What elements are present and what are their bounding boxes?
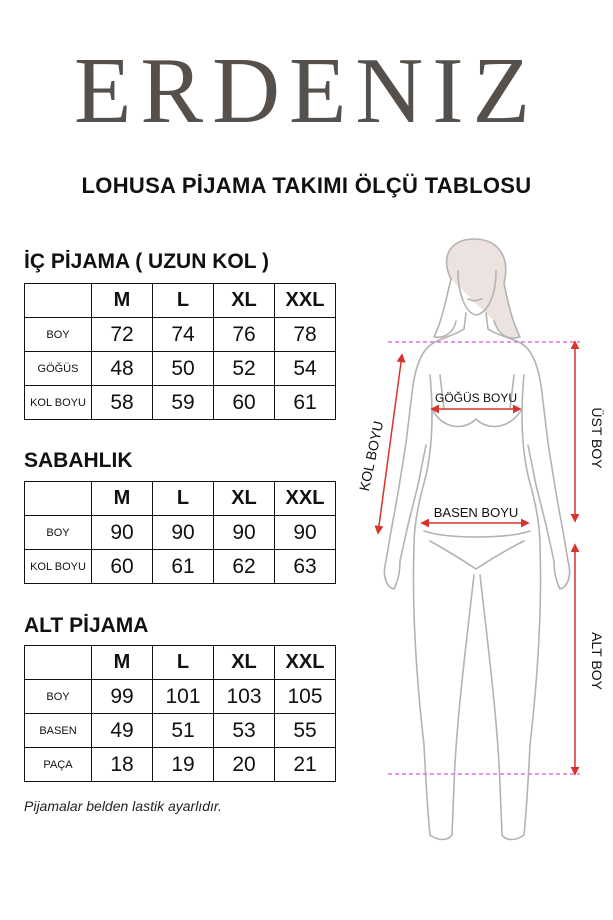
corner-cell (25, 284, 92, 318)
table-cell: 62 (214, 550, 275, 584)
table-cell: 52 (214, 352, 275, 386)
table-cell: 90 (153, 516, 214, 550)
table-row (25, 748, 336, 782)
table-cell: 99 (92, 680, 153, 714)
table-cell: 59 (153, 386, 214, 420)
measurement-arrows (378, 342, 575, 774)
table-cell: 101 (153, 680, 214, 714)
basen-boyu-label: BASEN BOYU (433, 505, 519, 520)
kol-boyu-label: KOL BOYU (355, 419, 387, 493)
table-cell: 55 (275, 714, 336, 748)
table-header-row (25, 646, 336, 680)
table-cell: 78 (275, 318, 336, 352)
row-label: BASEN (25, 714, 92, 748)
size-header: M (92, 646, 153, 680)
section-title-ic-pijama: İÇ PİJAMA ( UZUN KOL ) (24, 250, 269, 273)
page-title: LOHUSA PİJAMA TAKIMI ÖLÇÜ TABLOSU (81, 173, 532, 198)
table-cell: 54 (275, 352, 336, 386)
brand-logo: ERDENIZ (73, 39, 540, 143)
table-row (25, 318, 336, 352)
table-cell: 18 (92, 748, 153, 782)
table-row (25, 352, 336, 386)
table-cell: 90 (275, 516, 336, 550)
row-label: BOY (25, 516, 92, 550)
footnote: Pijamalar belden lastik ayarlıdır. (24, 798, 222, 814)
table-row (25, 516, 336, 550)
size-table-sabahlik (24, 481, 336, 584)
gogus-boyu-label: GÖĞÜS BOYU (434, 391, 518, 405)
row-label: BOY (25, 680, 92, 714)
size-header: M (92, 482, 153, 516)
corner-cell (25, 646, 92, 680)
table-row (25, 550, 336, 584)
row-label: GÖĞÜS (25, 352, 92, 386)
table-cell: 60 (214, 386, 275, 420)
table-cell: 60 (92, 550, 153, 584)
size-header: M (92, 284, 153, 318)
size-header: XXL (275, 482, 336, 516)
table-cell: 51 (153, 714, 214, 748)
section-title-alt-pijama: ALT PİJAMA (24, 614, 149, 637)
size-header: XXL (275, 646, 336, 680)
table-cell: 61 (275, 386, 336, 420)
row-label: BOY (25, 318, 92, 352)
row-label: PAÇA (25, 748, 92, 782)
body-measurement-figure (348, 225, 610, 850)
table-row (25, 386, 336, 420)
table-cell: 48 (92, 352, 153, 386)
table-cell: 49 (92, 714, 153, 748)
table-header-row (25, 284, 336, 318)
corner-cell (25, 482, 92, 516)
table-cell: 50 (153, 352, 214, 386)
table-cell: 63 (275, 550, 336, 584)
alt-boy-label: ALT BOY (589, 632, 605, 690)
table-cell: 103 (214, 680, 275, 714)
table-cell: 61 (153, 550, 214, 584)
table-cell: 19 (153, 748, 214, 782)
ust-boy-label: ÜST BOY (589, 407, 605, 469)
table-cell: 74 (153, 318, 214, 352)
size-header: XL (214, 284, 275, 318)
row-label: KOL BOYU (25, 386, 92, 420)
table-cell: 53 (214, 714, 275, 748)
size-header: L (153, 482, 214, 516)
woman-outline-icon (384, 239, 569, 840)
table-cell: 72 (92, 318, 153, 352)
measurement-guides (388, 342, 580, 774)
size-header: L (153, 646, 214, 680)
table-cell: 76 (214, 318, 275, 352)
table-cell: 90 (92, 516, 153, 550)
table-row (25, 714, 336, 748)
row-label: KOL BOYU (25, 550, 92, 584)
size-header: XXL (275, 284, 336, 318)
table-header-row (25, 482, 336, 516)
table-row (25, 680, 336, 714)
size-header: XL (214, 482, 275, 516)
table-cell: 58 (92, 386, 153, 420)
size-header: L (153, 284, 214, 318)
table-cell: 20 (214, 748, 275, 782)
size-header: XL (214, 646, 275, 680)
table-cell: 90 (214, 516, 275, 550)
table-cell: 105 (275, 680, 336, 714)
size-table-ic-pijama (24, 283, 336, 420)
table-cell: 21 (275, 748, 336, 782)
section-title-sabahlik: SABAHLIK (24, 449, 133, 472)
size-table-alt-pijama (24, 645, 336, 782)
